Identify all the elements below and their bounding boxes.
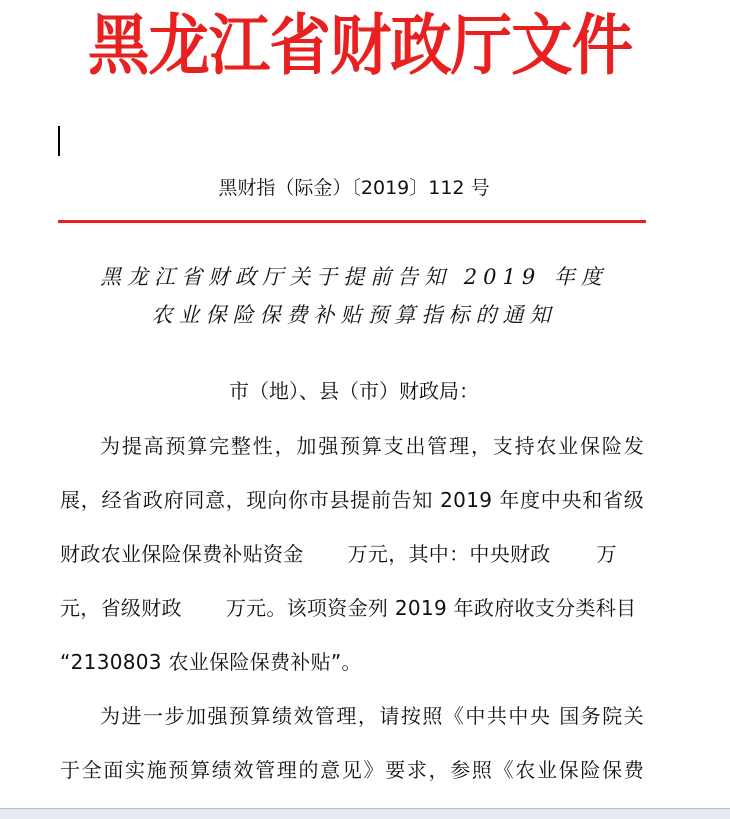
body-line	[60, 480, 644, 520]
notice-title-line-2: 农业保险保费补贴预算指标的通知	[151, 303, 557, 327]
body-text: 万	[596, 542, 617, 566]
status-bar	[0, 808, 730, 819]
notice-title-line-1: 黑龙江省财政厅关于提前告知 2019 年度	[100, 265, 608, 289]
body-text: 万元。该项资金列 2019 年政府收支分类科目	[225, 596, 637, 620]
body-line	[60, 588, 644, 628]
salutation: 市（地）、县（市）财政局：	[229, 379, 479, 403]
body-line	[60, 750, 644, 790]
red-divider-line	[58, 220, 646, 223]
document-number: 黑财指（际金）〔2019〕112 号	[218, 177, 490, 199]
body-text: 为提高预算完整性，加强预算支出管理，支持农业保险发	[100, 434, 644, 458]
body-text: 万元，其中：中央财政	[347, 542, 551, 566]
body-line	[60, 534, 644, 574]
text-cursor	[58, 126, 60, 156]
red-header-title: 黑龙江省财政厅文件	[87, 7, 633, 84]
body-text: “2130803 农业保险保费补贴”。	[60, 650, 362, 674]
body-line	[100, 426, 644, 466]
body-text: 元，省级财政	[60, 596, 182, 620]
body-line	[100, 696, 644, 736]
body-text: 财政农业保险保费补贴资金	[60, 542, 304, 566]
body-line	[60, 642, 644, 682]
body-text: 于全面实施预算绩效管理的意见》要求，参照《农业保险保费	[60, 758, 644, 782]
body-text: 展，经省政府同意，现向你市县提前告知 2019 年度中央和省级	[60, 488, 644, 512]
body-text: 为进一步加强预算绩效管理，请按照《中共中央 国务院关	[100, 704, 644, 728]
